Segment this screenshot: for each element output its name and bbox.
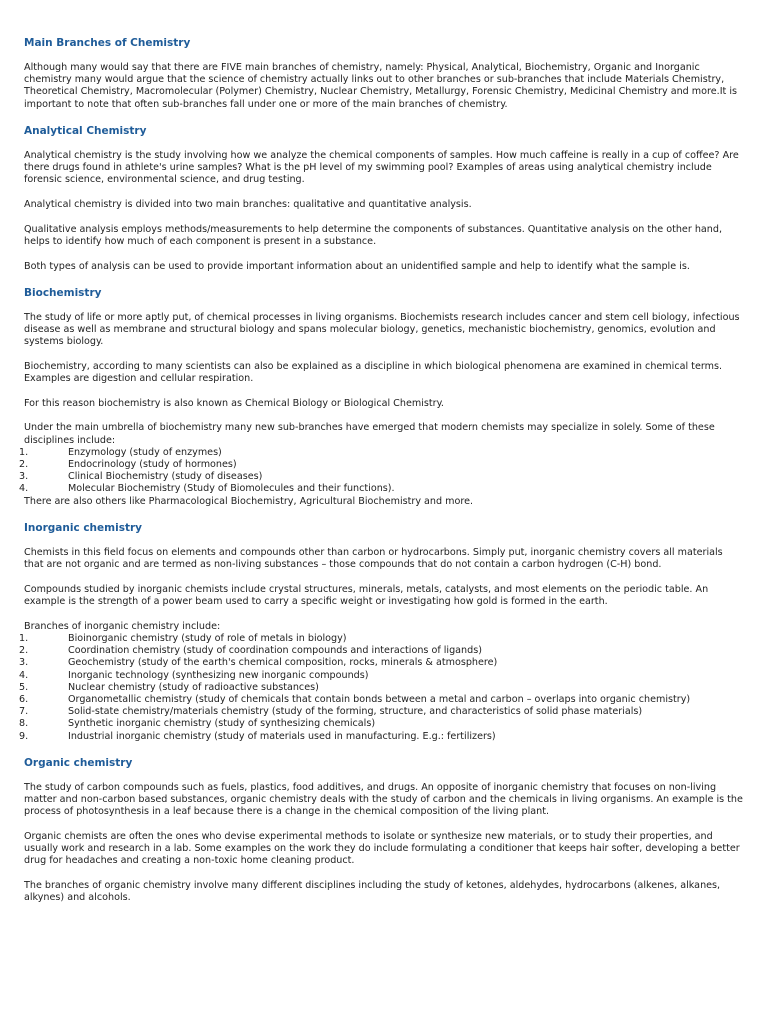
list-item <box>19 657 744 669</box>
list-item-text: Enzymology (study of enzymes) <box>68 446 222 458</box>
paragraph-biochemistry-4: Under the main umbrella of biochemistry many new sub-branches have emerged that modern chemists may specialize in solely. Some of these disciplines include: <box>24 422 715 446</box>
list-item <box>19 693 744 706</box>
list-item-number: 3. <box>19 471 29 483</box>
heading-organic: Organic chemistry <box>24 756 133 769</box>
paragraph-analytical-1: Analytical chemistry is the study involving how we analyze the chemical components of samples. How much caffeine is really in a cup of coffee? Are there drugs found in athlete's urine samples? What is the pH level of my swimming pool? Examples of areas using analytical chemistry include forensic science, environmental science, and drug testing. <box>24 149 739 186</box>
list-item-text: Molecular Biochemistry (Study of Biomolecules and their functions). <box>68 483 395 495</box>
list-item-number: 3. <box>19 657 29 669</box>
list-item-number: 7. <box>19 706 29 718</box>
paragraph-organic-3: The branches of organic chemistry involve many different disciplines including the study of ketones, aldehydes, hydrocarbons (alkenes, alkanes, alkynes) and alcohols. <box>24 879 721 904</box>
inorganic-branch-list <box>19 632 744 743</box>
biochemistry-subbranch-list <box>19 446 744 496</box>
list-item-text: Nuclear chemistry (study of radioactive substances) <box>68 681 319 693</box>
heading-analytical: Analytical Chemistry <box>24 124 147 137</box>
paragraph-organic-1: The study of carbon compounds such as fuels, plastics, food additives, and drugs. An opposite of inorganic chemistry that focuses on non-living matter and non-carbon based substances, organic chemistry deals with the study of carbon and the chemicals in living organisms. An example is the process of photosynthesis in a leaf because there is a change in the chemical composition of the living plant. <box>24 781 743 818</box>
paragraph-inorganic-1: Chemists in this field focus on elements and compounds other than carbon or hydrocarbons. Simply put, inorganic chemistry covers all materials that are not organic and are termed as non-living substances – those compounds that do not contain a carbon hydrogen (C-H) bond. <box>24 546 723 571</box>
list-item <box>19 718 744 730</box>
list-item <box>19 632 744 645</box>
list-item <box>19 645 744 657</box>
heading-inorganic: Inorganic chemistry <box>24 521 142 534</box>
list-item <box>19 730 744 743</box>
list-item-number: 5. <box>19 681 29 693</box>
paragraph-inorganic-2: Compounds studied by inorganic chemists include crystal structures, minerals, metals, catalysts, and most elements on the periodic table. An example is the strength of a power beam used to carry a specific weight or investigating how gold is formed in the earth. <box>24 583 709 607</box>
list-item-text: Inorganic technology (synthesizing new inorganic compounds) <box>68 669 369 681</box>
list-item <box>19 446 744 459</box>
list-item <box>19 669 744 682</box>
list-item-text: Synthetic inorganic chemistry (study of synthesizing chemicals) <box>68 718 376 730</box>
list-item-text: Organometallic chemistry (study of chemicals that contain bonds between a metal and carbon – overlaps into organic chemistry) <box>68 693 691 705</box>
list-item-number: 4. <box>19 669 29 681</box>
list-item-text: Geochemistry (study of the earth's chemical composition, rocks, minerals & atmosphere) <box>68 657 498 669</box>
list-item <box>19 471 744 483</box>
list-item-number: 1. <box>19 632 29 644</box>
list-item-text: Industrial inorganic chemistry (study of materials used in manufacturing. E.g.: fertilizers) <box>68 730 496 742</box>
heading-biochemistry: Biochemistry <box>24 286 102 299</box>
paragraph-biochemistry-3: For this reason biochemistry is also known as Chemical Biology or Biological Chemistry. <box>24 397 444 409</box>
paragraph-biochemistry-2: Biochemistry, according to many scientists can also be explained as a discipline in which biological phenomena are examined in chemical terms. Examples are digestion and cellular respiration. <box>24 360 723 385</box>
paragraph-inorganic-3: Branches of inorganic chemistry include: <box>24 620 221 632</box>
list-item-text: Bioinorganic chemistry (study of role of metals in biology) <box>68 632 347 644</box>
list-item-number: 9. <box>19 730 29 742</box>
paragraph-analytical-4: Both types of analysis can be used to provide important information about an unidentified sample and help to identify what the sample is. <box>24 260 690 272</box>
list-item-number: 6. <box>19 693 29 705</box>
list-item <box>19 483 744 495</box>
list-item-text: Coordination chemistry (study of coordination compounds and interactions of ligands) <box>68 645 482 657</box>
paragraph-biochemistry-after-list: There are also others like Pharmacological Biochemistry, Agricultural Biochemistry and more. <box>24 495 474 507</box>
paragraph-organic-2: Organic chemists are often the ones who devise experimental methods to isolate or synthesize new materials, or to study their properties, and usually work and research in a lab. Some examples on the work they do include formulating a conditioner that keeps hair softer, developing a better drug for headaches and creating a non-toxic home cleaning product. <box>24 830 740 867</box>
list-item-text: Solid-state chemistry/materials chemistry (study of the forming, structure, and characteristics of solid phase materials) <box>68 706 643 718</box>
list-item <box>19 706 744 718</box>
heading-main-branches: Main Branches of Chemistry <box>24 37 191 49</box>
list-item-text: Clinical Biochemistry (study of diseases) <box>68 471 263 483</box>
list-item-number: 1. <box>19 446 29 458</box>
list-item-number: 4. <box>19 483 29 495</box>
paragraph-analytical-2: Analytical chemistry is divided into two main branches: qualitative and quantitative analysis. <box>24 198 472 210</box>
list-item <box>19 459 744 471</box>
list-item-number: 8. <box>19 718 29 730</box>
list-item-number: 2. <box>19 459 29 471</box>
list-item-number: 2. <box>19 645 29 657</box>
paragraph-main-intro: Although many would say that there are FIVE main branches of chemistry, namely: Physical, Analytical, Biochemistry, Organic and Inorganic chemistry many would argue that the science of chemistry actually links out to other branches or sub-branches that include Materials Chemistry, Theoretical Chemistry, Macromolecular (Polymer) Chemistry, Nuclear Chemistry, Metallurgy, Forensic Chemistry, Medicinal Chemistry and more.It is important to note that often sub-branches fall under one or more of the main branches of chemistry. <box>24 62 738 110</box>
list-item <box>19 681 744 694</box>
list-item-text: Endocrinology (study of hormones) <box>68 459 237 471</box>
paragraph-analytical-3: Qualitative analysis employs methods/measurements to help determine the components of substances. Quantitative analysis on the other hand, helps to identify how much of each component is present in a substance. <box>24 223 722 247</box>
paragraph-biochemistry-1: The study of life or more aptly put, of chemical processes in living organisms. Biochemists research includes cancer and stem cell biology, infectious disease as well as membrane and structural biology and spans molecular biology, genetics, mechanistic biochemistry, genomics, evolution and systems biology. <box>24 311 740 348</box>
